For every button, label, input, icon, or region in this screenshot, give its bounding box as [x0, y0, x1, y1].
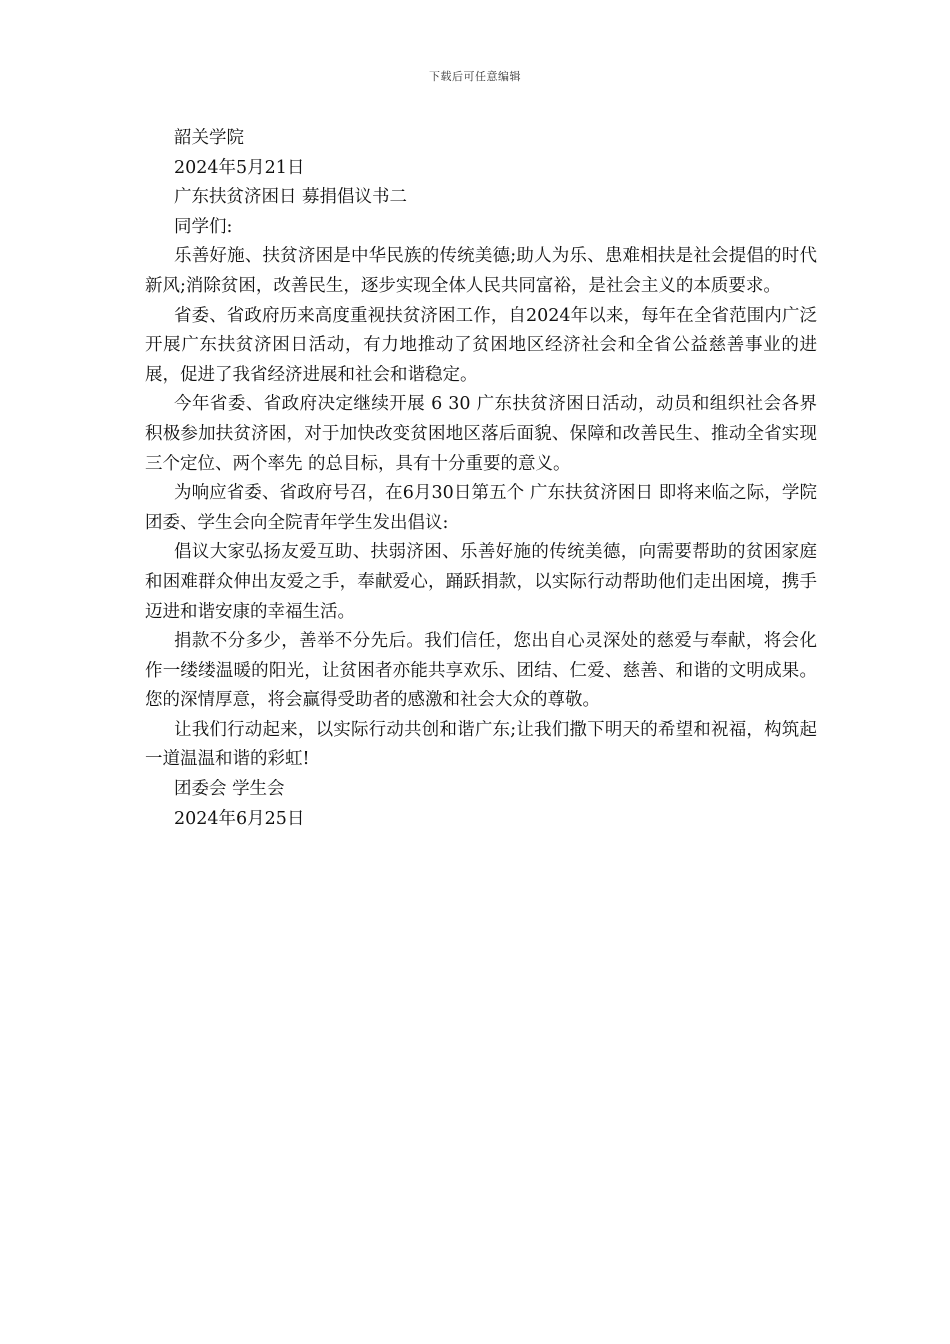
letter-title: 广东扶贫济困日 募捐倡议书二 [174, 187, 408, 208]
paragraph: 捐款不分多少，善举不分先后。我们信任，您出自心灵深处的慈爱与奉献，将会化作一缕缕温暖的阳光，让贫困者亦能共享欢乐、团结、仁爱、慈善、和谐的文明成果。您的深情厚意，将会赢得受助者的感激和社会大众的尊敬。 [145, 631, 817, 711]
paragraph: 今年省委、省政府决定继续开展 6 30 广东扶贫济困日活动，动员和组织社会各界积极参加扶贫济困，对于加快改变贫困地区落后面貌、保障和改善民生、推动全省实现 三个定位、两个率先 的总目标，具有十分重要的意义。 [145, 394, 817, 474]
organization-name: 韶关学院 [174, 128, 244, 148]
signature-date: 2024年6月25日 [174, 808, 305, 829]
paragraph: 让我们行动起来，以实际行动共创和谐广东;让我们撒下明天的希望和祝福，构筑起一道温温和谐的彩虹! [145, 719, 817, 770]
greeting: 同学们: [174, 216, 233, 237]
paragraph: 倡议大家弘扬友爱互助、扶弱济困、乐善好施的传统美德，向需要帮助的贫困家庭和困难群众伸出友爱之手，奉献爱心，踊跃捐款，以实际行动帮助他们走出困境，携手迈进和谐安康的幸福生活。 [145, 542, 817, 622]
paragraph: 为响应省委、省政府号召，在6月30日第五个 广东扶贫济困日 即将来临之际，学院团委、学生会向全院青年学生发出倡议: [145, 483, 817, 533]
paragraph: 乐善好施、扶贫济困是中华民族的传统美德;助人为乐、患难相扶是社会提倡的时代新风;消除贫困，改善民生，逐步实现全体人民共同富裕，是社会主义的本质要求。 [145, 246, 817, 296]
letter-date: 2024年5月21日 [174, 157, 305, 178]
letter-body [145, 124, 817, 834]
signature: 团委会 学生会 [174, 779, 285, 800]
paragraph: 省委、省政府历来高度重视扶贫济困工作，自2024年以来，每年在全省范围内广泛开展广东扶贫济困日活动，有力地推动了贫困地区经济社会和全省公益慈善事业的进展，促进了我省经济进展和社会和谐稳定。 [145, 305, 817, 385]
page-header: 下载后可任意编辑 [429, 70, 521, 83]
